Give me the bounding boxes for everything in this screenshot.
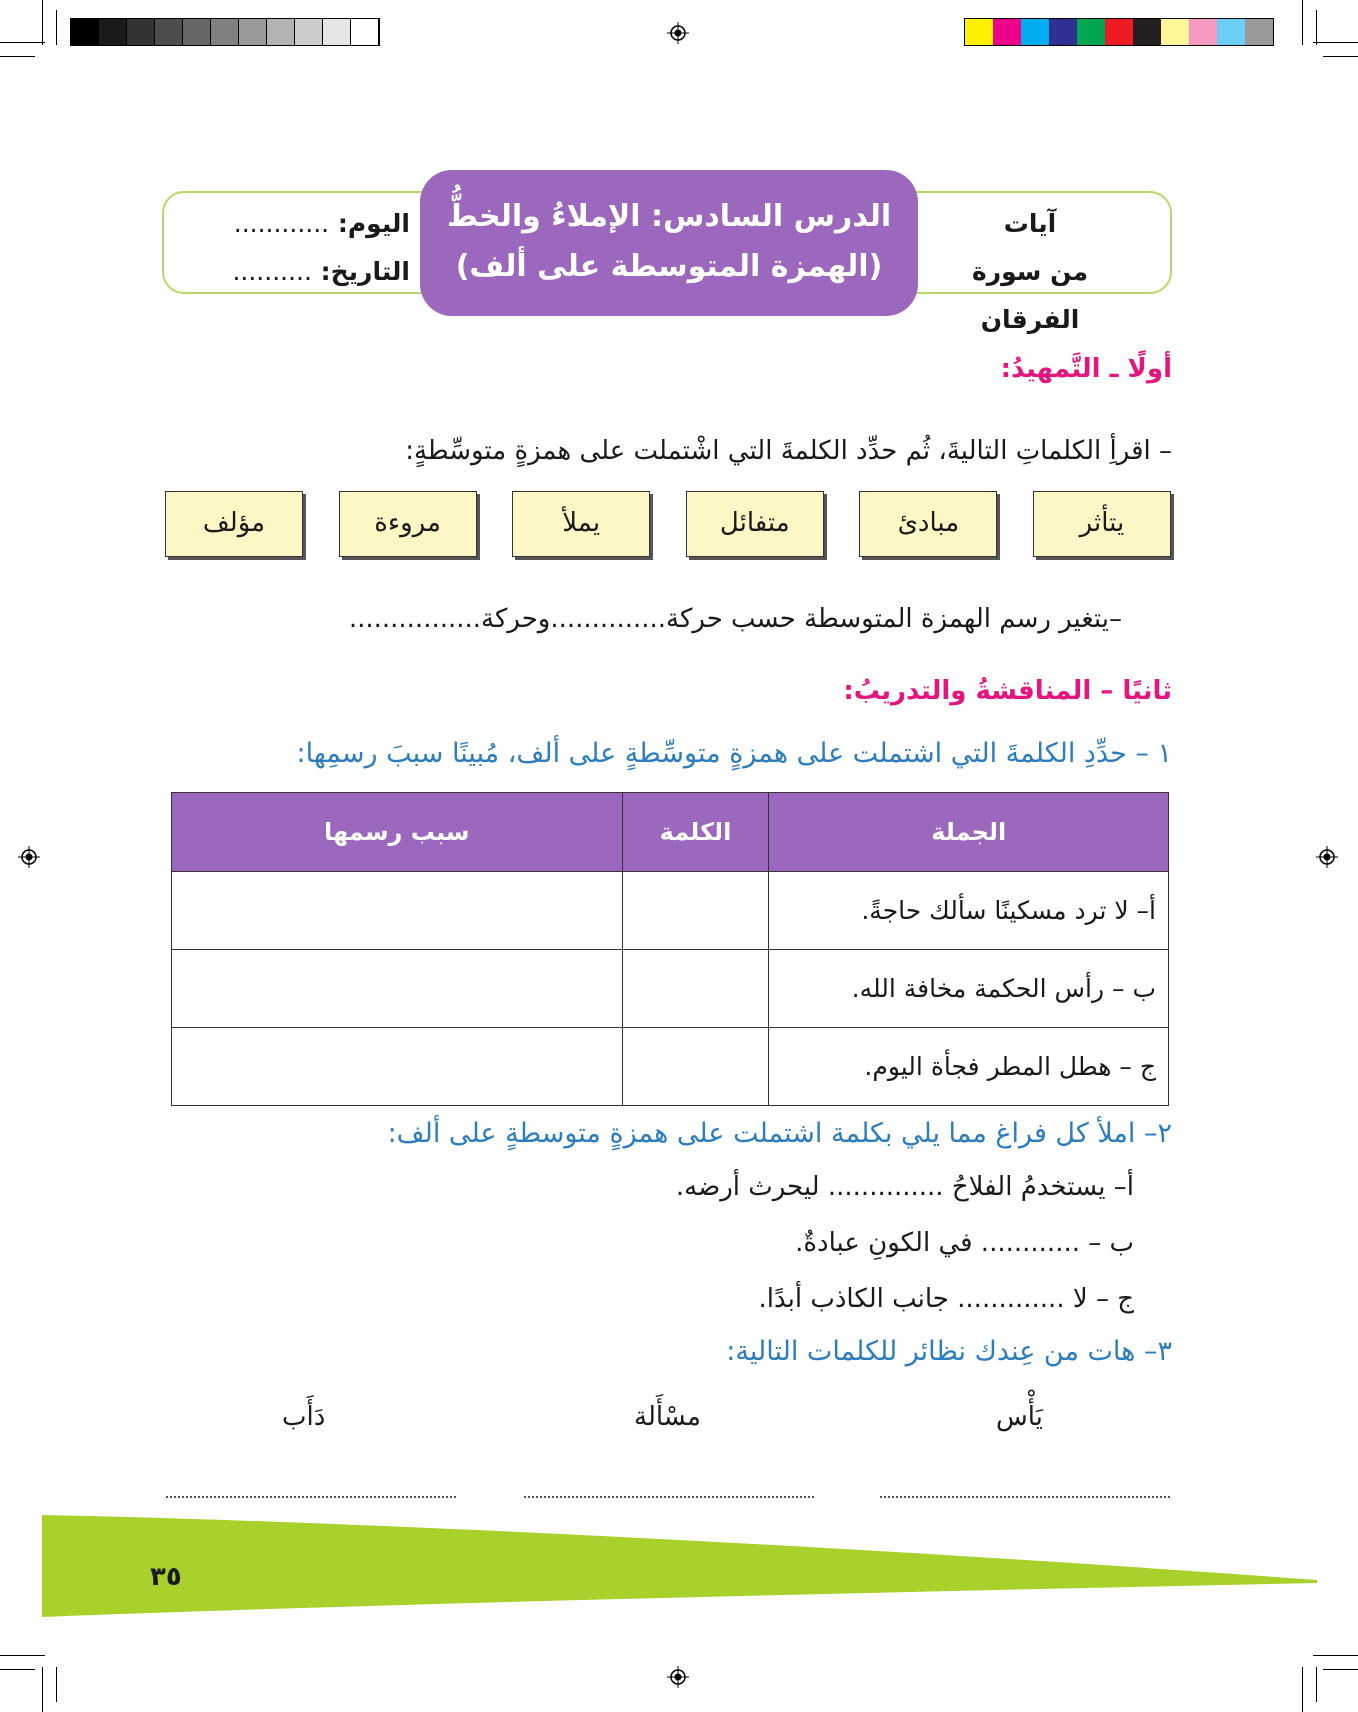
registration-mark-icon bbox=[1316, 846, 1338, 868]
reason-answer-cell[interactable] bbox=[172, 1028, 623, 1106]
q2-item-c: ج – لا ............. جانب الكاذب أبدًا. bbox=[758, 1284, 1134, 1314]
sentence-cell: ب – رأس الحكمة مخافة الله. bbox=[769, 950, 1169, 1028]
date-label: التاريخ: bbox=[320, 257, 410, 286]
warmup-instruction: – اقرأِ الكلماتِ التاليةَ، ثُم حدِّد الكلمةَ التي اشْتملت على همزةٍ متوسِّطةٍ: bbox=[405, 436, 1172, 466]
crop-mark bbox=[0, 42, 45, 43]
crop-mark bbox=[1302, 0, 1303, 45]
color-calibration-bar bbox=[964, 18, 1274, 46]
day-field bbox=[200, 200, 410, 248]
rule-statement: –يتغير رسم الهمزة المتوسطة حسب حركة..............وحركة................ bbox=[348, 604, 1122, 634]
answers-table bbox=[171, 792, 1169, 1106]
table-header-sentence: الجملة bbox=[769, 793, 1169, 872]
crop-mark bbox=[1323, 1669, 1358, 1670]
word-box: يملأ bbox=[512, 491, 650, 557]
crop-mark bbox=[1323, 56, 1358, 57]
answer-line[interactable] bbox=[524, 1496, 814, 1498]
lesson-subtitle: (الهمزة المتوسطة على ألف) bbox=[455, 249, 883, 284]
q2-item-b: ب – ............ في الكونِ عبادةٌ. bbox=[795, 1228, 1134, 1258]
crop-mark bbox=[1316, 10, 1317, 45]
sentence-cell: ج – هطل المطر فجأة اليوم. bbox=[769, 1028, 1169, 1106]
word-box: متفائل bbox=[686, 491, 824, 557]
date-blank: .......... bbox=[232, 257, 312, 286]
day-label: اليوم: bbox=[337, 209, 410, 238]
registration-mark-icon bbox=[667, 22, 689, 44]
lesson-title-banner bbox=[420, 170, 918, 316]
sentence-cell: أ– لا ترد مسكينًا سألك حاجةً. bbox=[769, 872, 1169, 950]
unit-title-line1: آيات bbox=[1003, 209, 1057, 238]
word-answer-cell[interactable] bbox=[622, 872, 769, 950]
crop-mark bbox=[0, 56, 35, 57]
crop-mark bbox=[1316, 1667, 1317, 1702]
registration-mark-icon bbox=[667, 1666, 689, 1688]
crop-mark bbox=[42, 1667, 43, 1712]
footer-green-band bbox=[42, 1515, 1317, 1617]
word-box: مبادئ bbox=[859, 491, 997, 557]
unit-title-line2: من سورة الفرقان bbox=[971, 257, 1089, 334]
word-box: يتأثر bbox=[1033, 491, 1171, 557]
table-header-reason: سبب رسمها bbox=[172, 793, 623, 872]
q3-word-1: يَأْس bbox=[996, 1402, 1043, 1432]
table-header-word: الكلمة bbox=[622, 793, 769, 872]
reason-answer-cell[interactable] bbox=[172, 950, 623, 1028]
word-answer-cell[interactable] bbox=[622, 1028, 769, 1106]
date-field bbox=[200, 248, 410, 296]
grayscale-calibration-bar bbox=[70, 18, 380, 46]
answer-line[interactable] bbox=[166, 1496, 456, 1498]
q2-item-a: أ– يستخدمُ الفلاحُ .............. ليحرث أرضه. bbox=[675, 1172, 1134, 1202]
lesson-title: الدرس السادس: الإملاءُ والخطُّ bbox=[446, 199, 892, 234]
answer-line[interactable] bbox=[880, 1496, 1170, 1498]
day-blank: ............ bbox=[233, 209, 330, 238]
section-title-warmup: أولًا ـ التَّمهيدُ: bbox=[1000, 354, 1172, 384]
registration-mark-icon bbox=[18, 846, 40, 868]
word-answer-cell[interactable] bbox=[622, 950, 769, 1028]
crop-mark bbox=[1313, 1655, 1358, 1656]
section-title-practice: ثانيًا – المناقشةُ والتدريبُ: bbox=[843, 676, 1172, 706]
question-1: ١ – حدِّدِ الكلمةَ التي اشتملت على همزةٍ متوسِّطةٍ على ألف، مُبينًا سببَ رسمِها: bbox=[296, 738, 1172, 769]
crop-mark bbox=[0, 1655, 45, 1656]
reason-answer-cell[interactable] bbox=[172, 872, 623, 950]
word-box: مؤلف bbox=[165, 491, 303, 557]
crop-mark bbox=[56, 1667, 57, 1702]
q3-word-2: مسْأَلة bbox=[634, 1402, 701, 1432]
page-number: ٣٥ bbox=[150, 1562, 182, 1592]
table-row bbox=[172, 872, 1169, 950]
unit-title bbox=[930, 200, 1130, 344]
crop-mark bbox=[56, 10, 57, 45]
crop-mark bbox=[1313, 42, 1358, 43]
crop-mark bbox=[0, 1669, 35, 1670]
day-date-fields bbox=[200, 200, 410, 296]
crop-mark bbox=[42, 0, 43, 45]
table-row bbox=[172, 950, 1169, 1028]
table-row bbox=[172, 1028, 1169, 1106]
crop-mark bbox=[1302, 1667, 1303, 1712]
word-boxes bbox=[165, 491, 1171, 557]
word-box: مروءة bbox=[339, 491, 477, 557]
q3-word-3: دَأَب bbox=[282, 1402, 326, 1432]
question-3: ٣– هات من عِندك نظائر للكلمات التالية: bbox=[726, 1336, 1172, 1367]
question-2: ٢– املأ كل فراغ مما يلي بكلمة اشتملت على همزةٍ متوسطةٍ على ألف: bbox=[387, 1118, 1172, 1149]
